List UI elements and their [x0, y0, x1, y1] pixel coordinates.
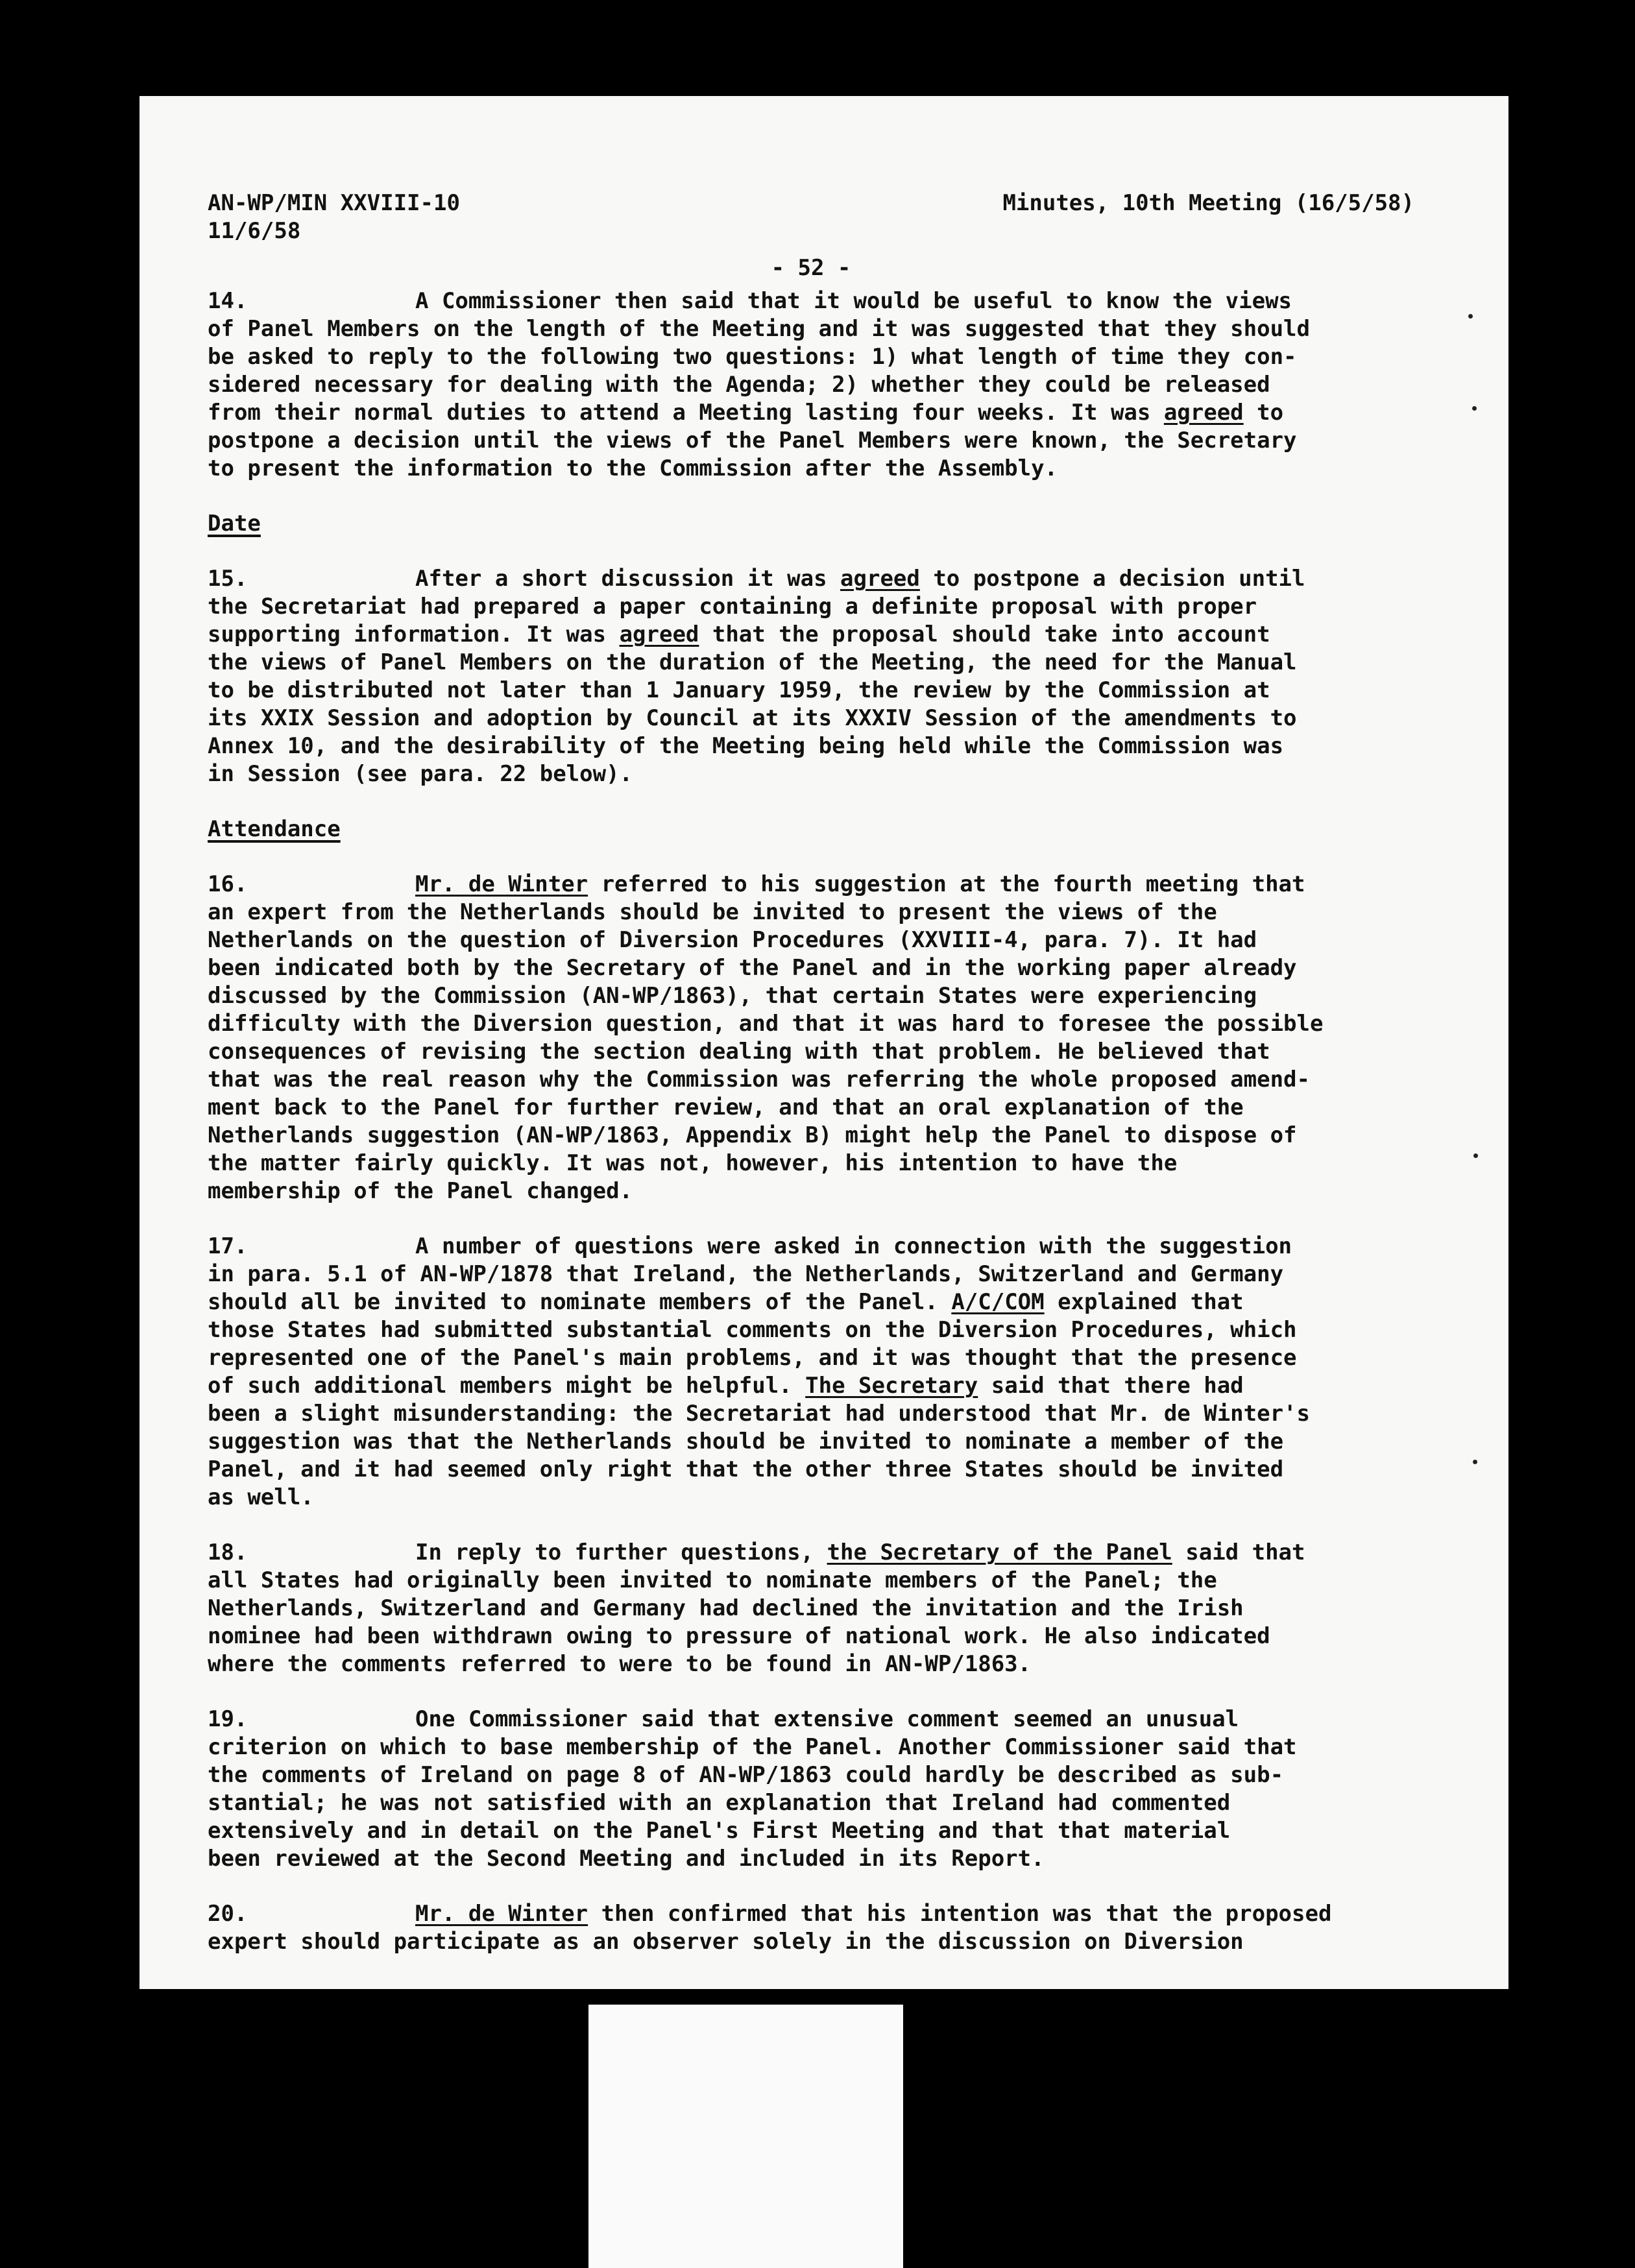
text-line: of Panel Members on the length of the Meeting and it was suggested that they should — [208, 316, 1310, 342]
text-line: Annex 10, and the desirability of the Meeting being held while the Commission was — [208, 733, 1284, 759]
underlined-term: agreed — [1163, 400, 1244, 426]
text-line: its XXIX Session and adoption by Council at its XXXIV Session of the amendments to — [208, 705, 1297, 731]
paragraph-number: 16. — [208, 871, 248, 897]
text-line: nominee had been withdrawn owing to pressure of national work. He also indicated — [208, 1623, 1270, 1649]
meeting-title: Minutes, 10th Meeting (16/5/58) — [1002, 190, 1414, 216]
paragraph-15 — [208, 565, 1414, 788]
text-line: to be distributed not later than 1 January 1959, the review by the Commission at — [208, 677, 1270, 703]
text-line: been reviewed at the Second Meeting and included in its Report. — [208, 1846, 1045, 1872]
text-line: be asked to reply to the following two questions: 1) what length of time they con- — [208, 344, 1297, 370]
underlined-name: the Secretary of the Panel — [827, 1539, 1172, 1565]
text-line: the views of Panel Members on the duration of the Meeting, the need for the Manual — [208, 649, 1297, 675]
text-line: consequences of revising the section dealing with that problem. He believed that — [208, 1039, 1270, 1065]
margin-speck — [1472, 406, 1477, 411]
paragraph-number: 17. — [208, 1233, 248, 1259]
text-line: the comments of Ireland on page 8 of AN-WP/1863 could hardly be described as sub- — [208, 1762, 1284, 1788]
paragraph-number: 18. — [208, 1539, 248, 1565]
text-line: 18. In reply to further questions, the Secretary of the Panel said that — [208, 1539, 1305, 1565]
text-line: sidered necessary for dealing with the Agenda; 2) whether they could be released — [208, 372, 1270, 398]
text-line: the Secretariat had prepared a paper containing a definite proposal with proper — [208, 594, 1257, 620]
text-line: Netherlands suggestion (AN-WP/1863, Appendix B) might help the Panel to dispose of — [208, 1122, 1297, 1148]
text-line: 16. Mr. de Winter referred to his suggestion at the fourth meeting that — [208, 871, 1305, 897]
text-line: in Session (see para. 22 below). — [208, 761, 633, 787]
text-line: of such additional members might be helpful. The Secretary said that there had — [208, 1373, 1244, 1399]
paragraph-number: 20. — [208, 1901, 248, 1927]
margin-speck — [1473, 1460, 1477, 1464]
text-line: discussed by the Commission (AN-WP/1863), that certain States were experiencing — [208, 983, 1257, 1009]
text-line: difficulty with the Diversion question, and that it was hard to foresee the possible — [208, 1011, 1324, 1037]
margin-speck — [1473, 1153, 1478, 1158]
underlined-name: A/C/COM — [951, 1289, 1045, 1315]
text-line: 17. A number of questions were asked in connection with the suggestion — [208, 1233, 1292, 1259]
document-reference: AN-WP/MIN XXVIII-10 — [208, 190, 460, 216]
text-line: supporting information. It was agreed that the proposal should take into account — [208, 621, 1270, 647]
text-line: suggestion was that the Netherlands should be invited to nominate a member of the — [208, 1429, 1284, 1454]
text-line: Netherlands, Switzerland and Germany had declined the invitation and the Irish — [208, 1595, 1244, 1621]
text-line: from their normal duties to attend a Meeting lasting four weeks. It was agreed to — [208, 400, 1284, 426]
text-line: as well. — [208, 1484, 314, 1510]
document-header — [208, 189, 1414, 245]
paragraph-number: 19. — [208, 1706, 248, 1732]
text-line: 15. After a short discussion it was agreed to postpone a decision until — [208, 566, 1305, 592]
paragraph-17 — [208, 1233, 1414, 1512]
text-line: been indicated both by the Secretary of the Panel and in the working paper already — [208, 955, 1297, 981]
text-line: extensively and in detail on the Panel's First Meeting and that that material — [208, 1818, 1231, 1844]
text-line: to present the information to the Commission after the Assembly. — [208, 455, 1058, 481]
margin-speck — [1468, 314, 1473, 319]
text-line: A Commissioner then said that it would be useful to know the views — [415, 288, 1292, 314]
text-line: where the comments referred to were to be found in AN-WP/1863. — [208, 1651, 1032, 1677]
reference-block — [208, 189, 460, 245]
paragraph-16 — [208, 871, 1414, 1205]
text-line: 20. Mr. de Winter then confirmed that his intention was that the proposed — [208, 1901, 1332, 1927]
text-line: postpone a decision until the views of the Panel Members were known, the Secretary — [208, 428, 1297, 453]
text-line: represented one of the Panel's main problems, and it was thought that the presence — [208, 1345, 1297, 1371]
paragraph-number: 14. — [208, 288, 248, 314]
text-line: that was the real reason why the Commission was referring the whole proposed amend- — [208, 1067, 1310, 1092]
text-line: stantial; he was not satisfied with an explanation that Ireland had commented — [208, 1790, 1231, 1816]
paragraph-20 — [208, 1900, 1414, 1956]
next-page-stub — [588, 2005, 903, 2268]
section-heading-date: Date — [208, 511, 261, 537]
text-line: an expert from the Netherlands should be invited to present the views of the — [208, 899, 1217, 925]
underlined-term: agreed — [840, 566, 920, 592]
text-line: membership of the Panel changed. — [208, 1178, 633, 1204]
text-line: the matter fairly quickly. It was not, however, his intention to have the — [208, 1150, 1178, 1176]
text-line: should all be invited to nominate members of the Panel. A/C/COM explained that — [208, 1289, 1244, 1315]
underlined-name: Mr. de Winter — [415, 1901, 588, 1927]
underlined-name: The Secretary — [805, 1373, 978, 1399]
section-heading-attendance: Attendance — [208, 816, 341, 842]
paragraph-number: 15. — [208, 566, 248, 592]
text-line: all States had originally been invited to nominate members of the Panel; the — [208, 1567, 1217, 1593]
underlined-term: agreed — [619, 621, 699, 647]
text-line: in para. 5.1 of AN-WP/1878 that Ireland, the Netherlands, Switzerland and Germany — [208, 1261, 1284, 1287]
text-line: ment back to the Panel for further review, and that an oral explanation of the — [208, 1094, 1244, 1120]
document-text — [208, 189, 1414, 1983]
text-line: Netherlands on the question of Diversion Procedures (XXVIII-4, para. 7). It had — [208, 927, 1257, 953]
paragraph-18 — [208, 1539, 1414, 1678]
paragraph-14 — [208, 287, 1414, 483]
text-line: expert should participate as an observer solely in the discussion on Diversion — [208, 1929, 1244, 1955]
text-line: those States had submitted substantial comments on the Diversion Procedures, which — [208, 1317, 1297, 1343]
page-number: - 52 - — [771, 255, 851, 281]
text-line: 19. One Commissioner said that extensive comment seemed an unusual — [208, 1706, 1239, 1732]
text-line: Panel, and it had seemed only right that the other three States should be invited — [208, 1456, 1284, 1482]
text-line: criterion on which to base membership of the Panel. Another Commissioner said that — [208, 1734, 1297, 1760]
document-date: 11/6/58 — [208, 218, 301, 244]
text-line: been a slight misunderstanding: the Secretariat had understood that Mr. de Winter's — [208, 1401, 1310, 1427]
underlined-name: Mr. de Winter — [415, 871, 588, 897]
paragraph-19 — [208, 1706, 1414, 1873]
